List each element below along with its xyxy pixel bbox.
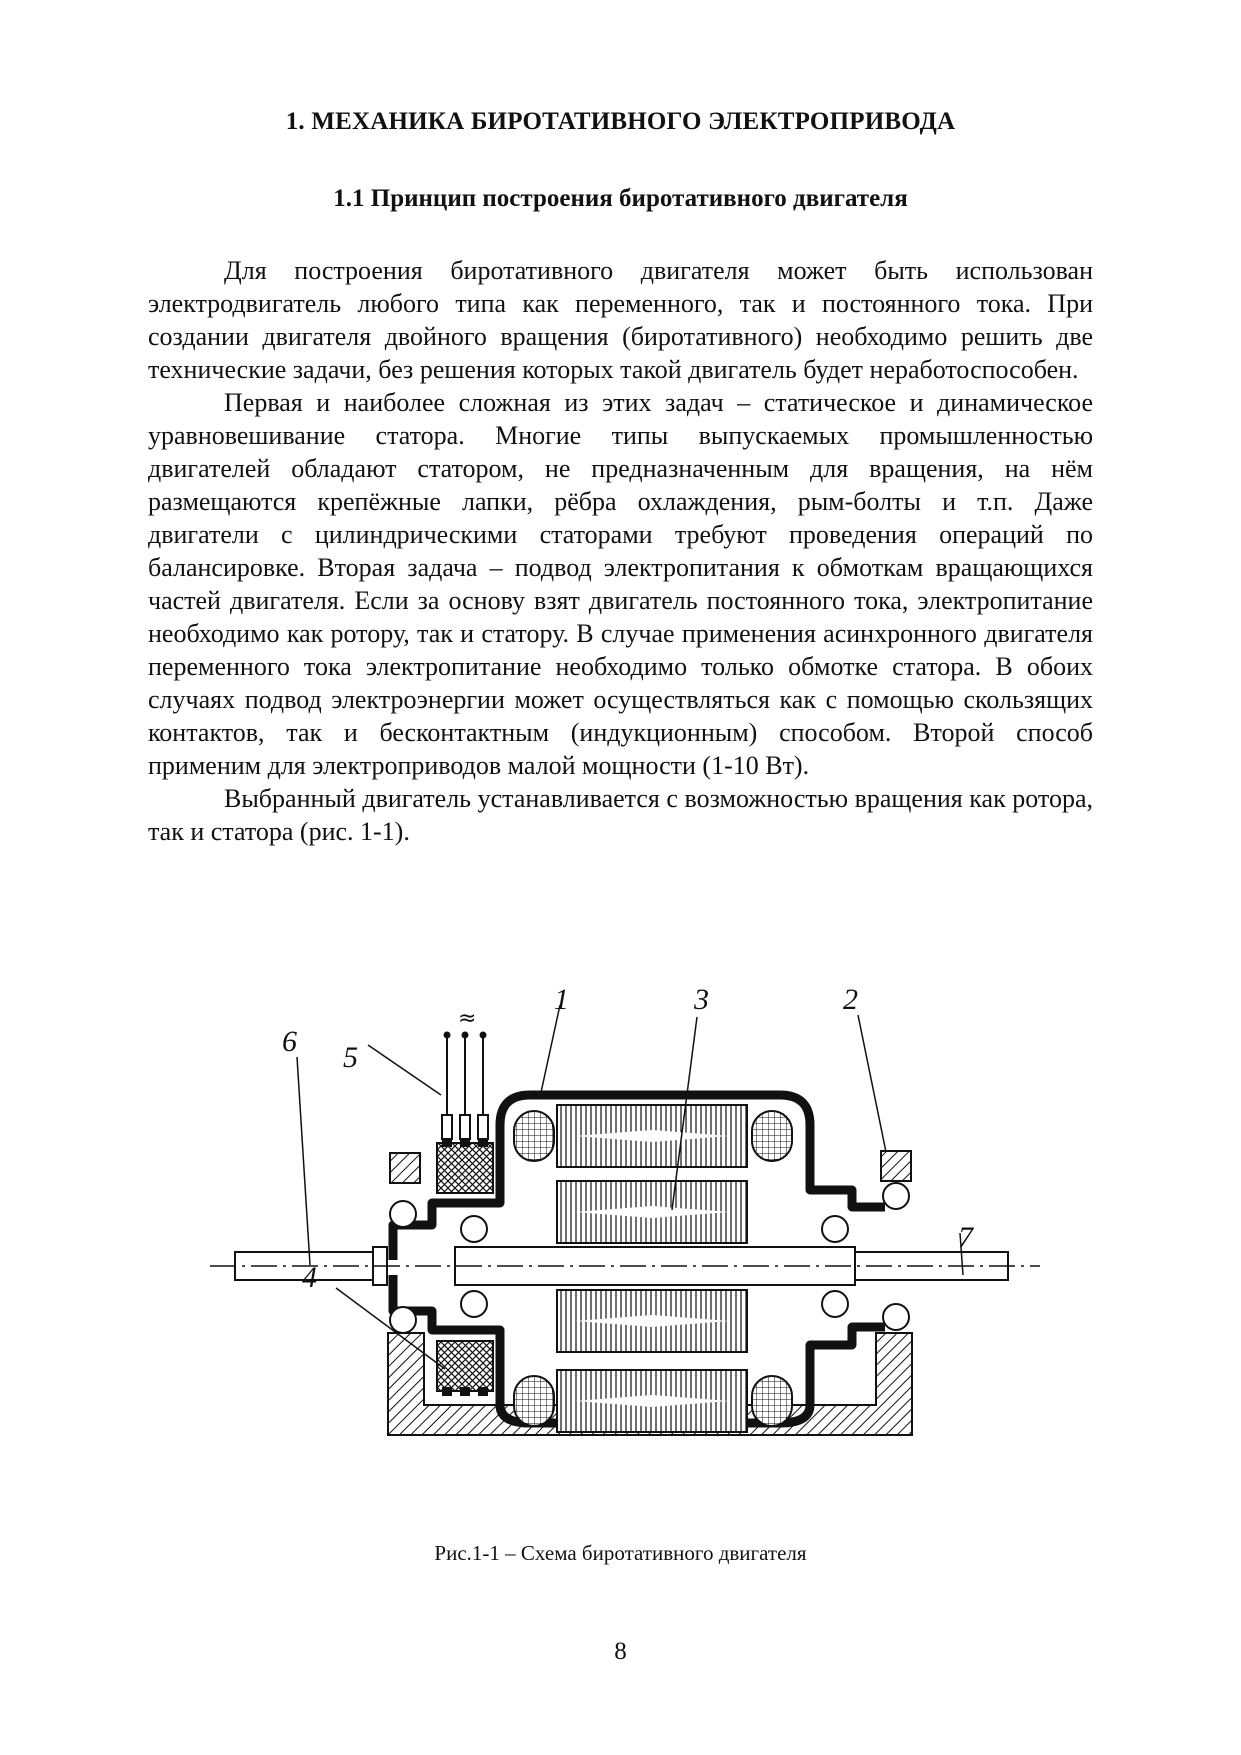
- paragraph-1: Для построения биротативного двигателя может быть использован электродвигатель любого типа как переменного, так и постоянного тока. При создании двигателя двойного вращения (биротативного) необходимо решить две технические задачи, без решения которых такой двигатель будет неработоспособен.: [148, 256, 1093, 384]
- slip-ring-bottom: [437, 1341, 493, 1391]
- paragraph-2: Первая и наиболее сложная из этих задач – статическое и динамическое уравновешивание статора. Многие типы выпускаемых промышленностью двигателей обладают статором, не предназначенным для вращения, на нём размещаются крепёжные лапки, рёбра охлаждения, рым-болты и т.п. Даже двигатели с цилиндрическими статорами требуют проведения операций по балансировке. Вторая задача – подвод электропитания к обмоткам вращающихся частей двигателя. Если за основу взят двигатель постоянного тока, электропитание необходимо как ротору, так и статору. В случае применения асинхронного двигателя переменного тока электропитание необходимо только обмотке статора. В обоих случаях подвод электроэнергии может осуществляться как с помощью скользящих контактов, так и бесконтактным (индукционным) способом. Второй способ применим для электроприводов малой мощности (1-10 Вт).: [148, 388, 1093, 780]
- chapter-title: 1. МЕХАНИКА БИРОТАТИВНОГО ЭЛЕКТРОПРИВОДА: [285, 108, 956, 135]
- section-title: 1.1 Принцип построения биротативного двигателя: [333, 185, 908, 212]
- support-right: [881, 1151, 911, 1181]
- body-text: [148, 254, 1093, 848]
- page-number: 8: [614, 1638, 627, 1665]
- label-7: 7: [958, 1221, 973, 1254]
- label-3: 3: [694, 985, 709, 1016]
- paragraph-3: Выбранный двигатель устанавливается с возможностью вращения как ротора, так и статора (рис. 1-1).: [148, 784, 1093, 846]
- label-6: 6: [282, 1025, 297, 1058]
- figure-caption: Рис.1-1 – Схема биротативного двигателя: [434, 1541, 807, 1565]
- label-4: 4: [302, 1261, 317, 1294]
- figure-birotative-motor: [0, 985, 1241, 1455]
- label-2: 2: [843, 985, 858, 1016]
- slip-ring-top: [437, 1143, 493, 1193]
- label-5: 5: [343, 1041, 358, 1074]
- label-1: 1: [554, 985, 569, 1016]
- motor-diagram: [0, 985, 1241, 1455]
- ac-symbol: ≈: [458, 1006, 477, 1031]
- support-left: [390, 1153, 420, 1183]
